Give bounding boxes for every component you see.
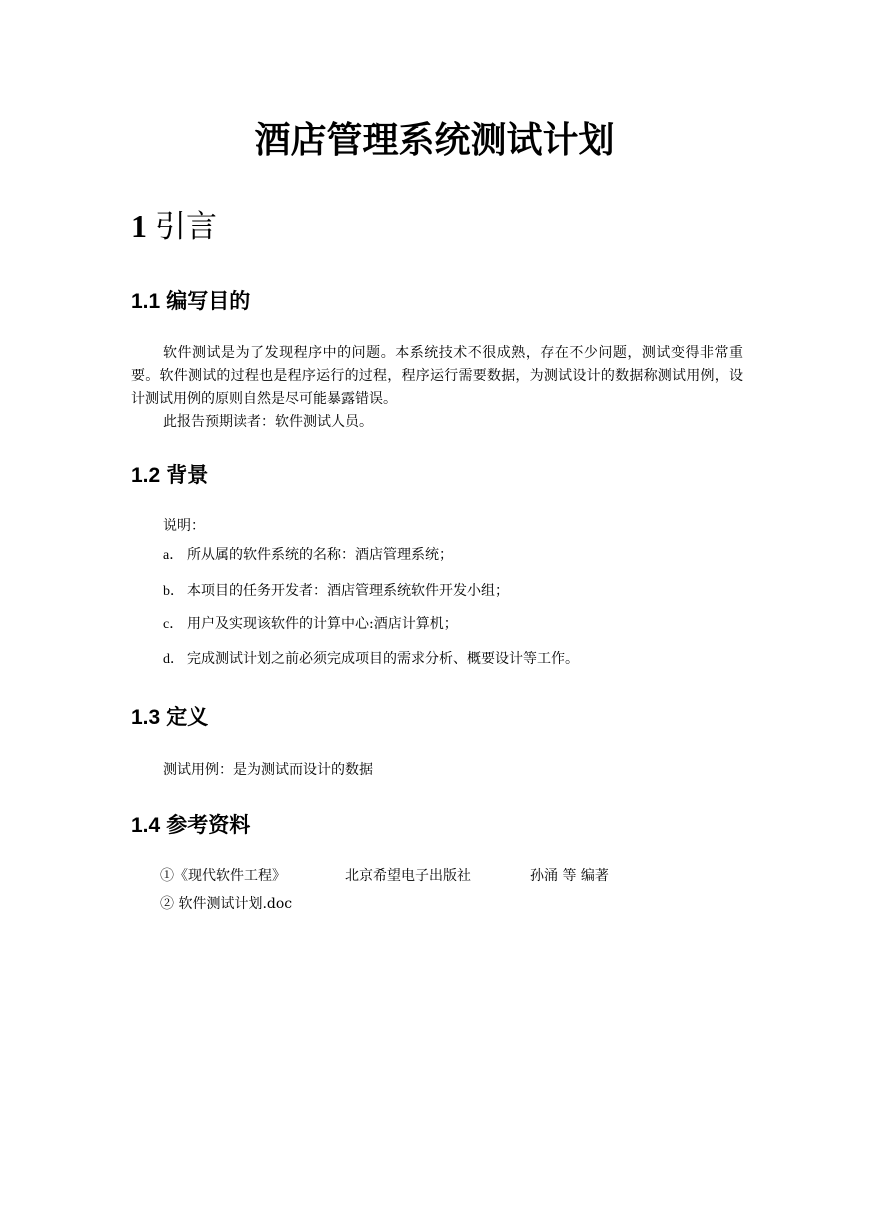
section-1-1-heading <box>131 287 250 316</box>
audience-paragraph: 此报告预期读者：软件测试人员。 <box>163 414 373 430</box>
list-marker: b． <box>163 584 184 599</box>
reference-2-title: ② 软件测试计划.doc <box>160 896 293 912</box>
section-1-1-number: 1.1 <box>131 290 161 313</box>
reference-1-publisher: 北京希望电子出版社 <box>345 868 471 884</box>
section-1-2-title: 背景 <box>166 463 209 487</box>
list-marker: d． <box>163 652 184 667</box>
list-item-text: 所从属的软件系统的名称：酒店管理系统； <box>187 547 453 563</box>
list-item <box>163 581 509 602</box>
list-item-text: 用户及实现该软件的计算中心:酒店计算机； <box>187 616 458 632</box>
purpose-paragraph: 软件测试是为了发现程序中的问题。本系统技术不很成熟，存在不少问题，测试变得非常重要。软件测试的过程也是程序运行的过程，程序运行需要数据，为测试设计的数据称测试用例，设计测试用例的原则自然是尽可能暴露错误。 <box>131 345 743 407</box>
document-title: 酒店管理系统测试计划 <box>254 120 615 161</box>
background-intro: 说明： <box>163 518 205 534</box>
section-1-3-heading <box>131 703 208 732</box>
section-1-3-title: 定义 <box>166 705 209 729</box>
section-1-1-title: 编写目的 <box>166 289 251 313</box>
section-1-2-number: 1.2 <box>131 464 161 487</box>
section-1-4-title: 参考资料 <box>166 813 251 837</box>
section-1-2-heading <box>131 461 208 490</box>
section-1-number: 1 <box>131 208 147 244</box>
section-1-4-heading <box>131 811 250 840</box>
list-marker: c． <box>163 617 184 632</box>
section-1-3-number: 1.3 <box>131 706 161 729</box>
section-1-heading <box>131 205 217 248</box>
list-item <box>163 545 453 566</box>
list-item <box>163 614 458 635</box>
reference-1-author: 孙涌 等 编著 <box>530 868 609 884</box>
reference-1-title: ①《现代软件工程》 <box>160 868 286 884</box>
section-1-4-number: 1.4 <box>131 814 161 837</box>
list-item <box>163 649 579 670</box>
definition-text: 测试用例：是为测试而设计的数据 <box>163 762 373 778</box>
list-item-text: 本项目的任务开发者：酒店管理系统软件开发小组； <box>187 583 509 599</box>
section-1-title: 引言 <box>155 209 217 245</box>
list-item-text: 完成测试计划之前必须完成项目的需求分析、概要设计等工作。 <box>187 651 579 667</box>
list-marker: a． <box>163 548 184 563</box>
